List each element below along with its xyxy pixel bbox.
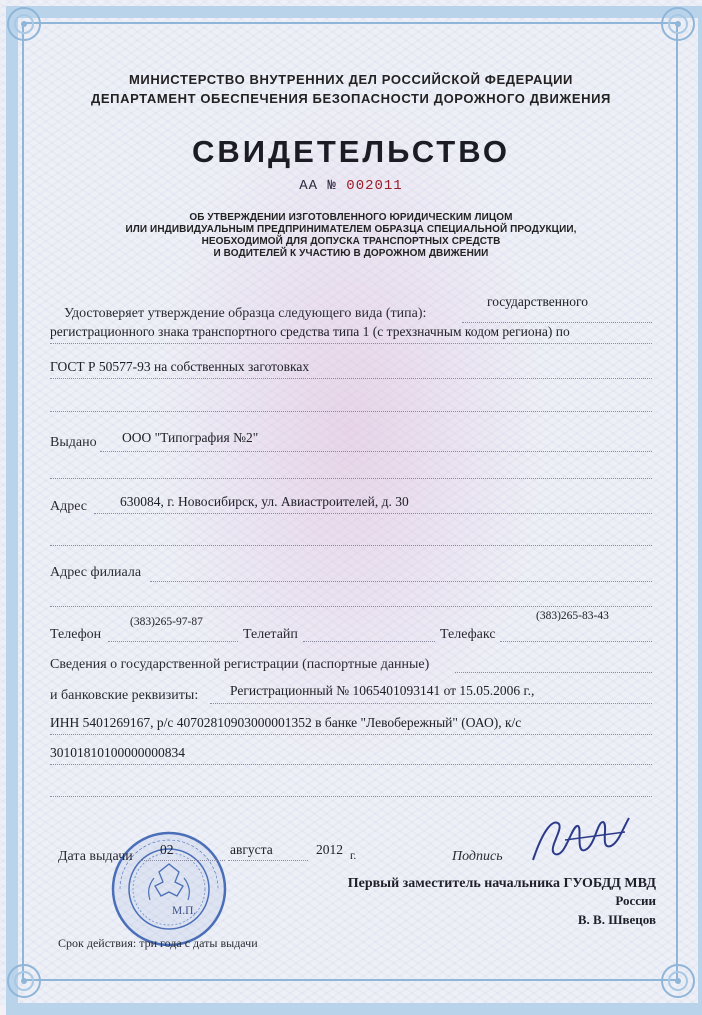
field-line: [455, 672, 652, 673]
subtitle-line: И ВОДИТЕЛЕЙ К УЧАСТИЮ В ДОРОЖНОМ ДВИЖЕНИИ: [213, 248, 489, 259]
field-line: [210, 703, 652, 704]
corner-ornament-icon: [642, 4, 698, 60]
field-line: [140, 860, 225, 861]
field-line: [50, 606, 652, 607]
signatory-position: Первый заместитель начальника ГУОБДД МВД: [347, 876, 656, 891]
field-line: [228, 860, 308, 861]
teletype-label: Телетайп: [243, 627, 298, 642]
field-line: [303, 641, 435, 642]
branch-address-label: Адрес филиала: [50, 565, 142, 580]
bank-details-label: и банковские реквизиты:: [50, 688, 199, 703]
corner-ornament-icon: [4, 4, 60, 60]
issue-day: 02: [160, 842, 174, 857]
serial-series: АА №: [299, 178, 337, 194]
issue-month: августа: [230, 842, 273, 857]
issued-value: ООО "Типография №2": [122, 430, 259, 445]
signatory-name: В. В. Швецов: [577, 912, 656, 927]
signatory-position-country: России: [615, 893, 656, 908]
issue-date-label: Дата выдачи: [58, 849, 133, 864]
field-line: [50, 343, 652, 344]
certifies-label: Удостоверяет утверждение образца следующего вида (типа):: [64, 306, 427, 321]
field-line: [462, 322, 652, 323]
fax-value: (383)265-83-43: [536, 610, 609, 622]
field-line: [50, 478, 652, 479]
fax-label: Телефакс: [440, 627, 496, 642]
signature-label: Подпись: [452, 849, 503, 864]
field-line: [50, 734, 652, 735]
field-line: [100, 451, 652, 452]
document-title: СВИДЕТЕЛЬСТВО: [192, 134, 510, 169]
ministry-name: МИНИСТЕРСТВО ВНУТРЕННИХ ДЕЛ РОССИЙСКОЙ ФЕДЕРАЦИИ: [129, 72, 573, 87]
field-line: [94, 513, 652, 514]
certifies-value: регистрационного знака транспортного средства типа 1 (с трехзначным кодом региона) по: [50, 324, 570, 339]
issued-label: Выдано: [50, 435, 97, 450]
address-value: 630084, г. Новосибирск, ул. Авиастроителей, д. 30: [120, 494, 409, 509]
field-line: [108, 641, 238, 642]
phone-value: (383)265-97-87: [130, 616, 203, 628]
field-line: [50, 378, 652, 379]
serial-digits: 002011: [346, 178, 403, 194]
registration-value: Регистрационный № 1065401093141 от 15.05.2006 г.,: [230, 683, 535, 698]
field-line: [50, 796, 652, 797]
stamp-mp-label: М.П.: [172, 905, 197, 917]
phone-label: Телефон: [50, 627, 102, 642]
corner-ornament-icon: [4, 945, 60, 1001]
corner-ornament-icon: [642, 945, 698, 1001]
registration-label: Сведения о государственной регистрации (паспортные данные): [50, 657, 430, 672]
field-line: [50, 764, 652, 765]
subtitle-line: ИЛИ ИНДИВИДУАЛЬНЫМ ПРЕДПРИНИМАТЕЛЕМ ОБРАЗЦА СПЕЦИАЛЬНОЙ ПРОДУКЦИИ,: [125, 224, 577, 235]
validity-period: Срок действия: три года с даты выдачи: [58, 936, 258, 950]
year-suffix: г.: [350, 850, 357, 862]
department-name: ДЕПАРТАМЕНТ ОБЕСПЕЧЕНИЯ БЕЗОПАСНОСТИ ДОРОЖНОГО ДВИЖЕНИЯ: [91, 91, 611, 106]
field-line: [50, 411, 652, 412]
certifies-value: ГОСТ Р 50577-93 на собственных заготовках: [50, 359, 310, 374]
field-line: [500, 641, 652, 642]
certifies-value: государственного: [487, 294, 588, 309]
bank-details-value: ИНН 5401269167, р/с 40702810903000001352 в банке "Левобережный" (ОАО), к/с: [50, 715, 522, 730]
field-line: [150, 581, 652, 582]
correspondent-account-value: 30101810100000000834: [50, 745, 185, 760]
serial-number: [0, 178, 702, 194]
field-line: [50, 545, 652, 546]
issue-year: 2012: [316, 842, 343, 857]
address-label: Адрес: [50, 499, 88, 514]
subtitle-line: ОБ УТВЕРЖДЕНИИ ИЗГОТОВЛЕННОГО ЮРИДИЧЕСКИМ ЛИЦОМ: [189, 212, 513, 223]
subtitle-line: НЕОБХОДИМОЙ ДЛЯ ДОПУСКА ТРАНСПОРТНЫХ СРЕДСТВ: [201, 236, 501, 247]
signature-scribble: [525, 810, 635, 870]
